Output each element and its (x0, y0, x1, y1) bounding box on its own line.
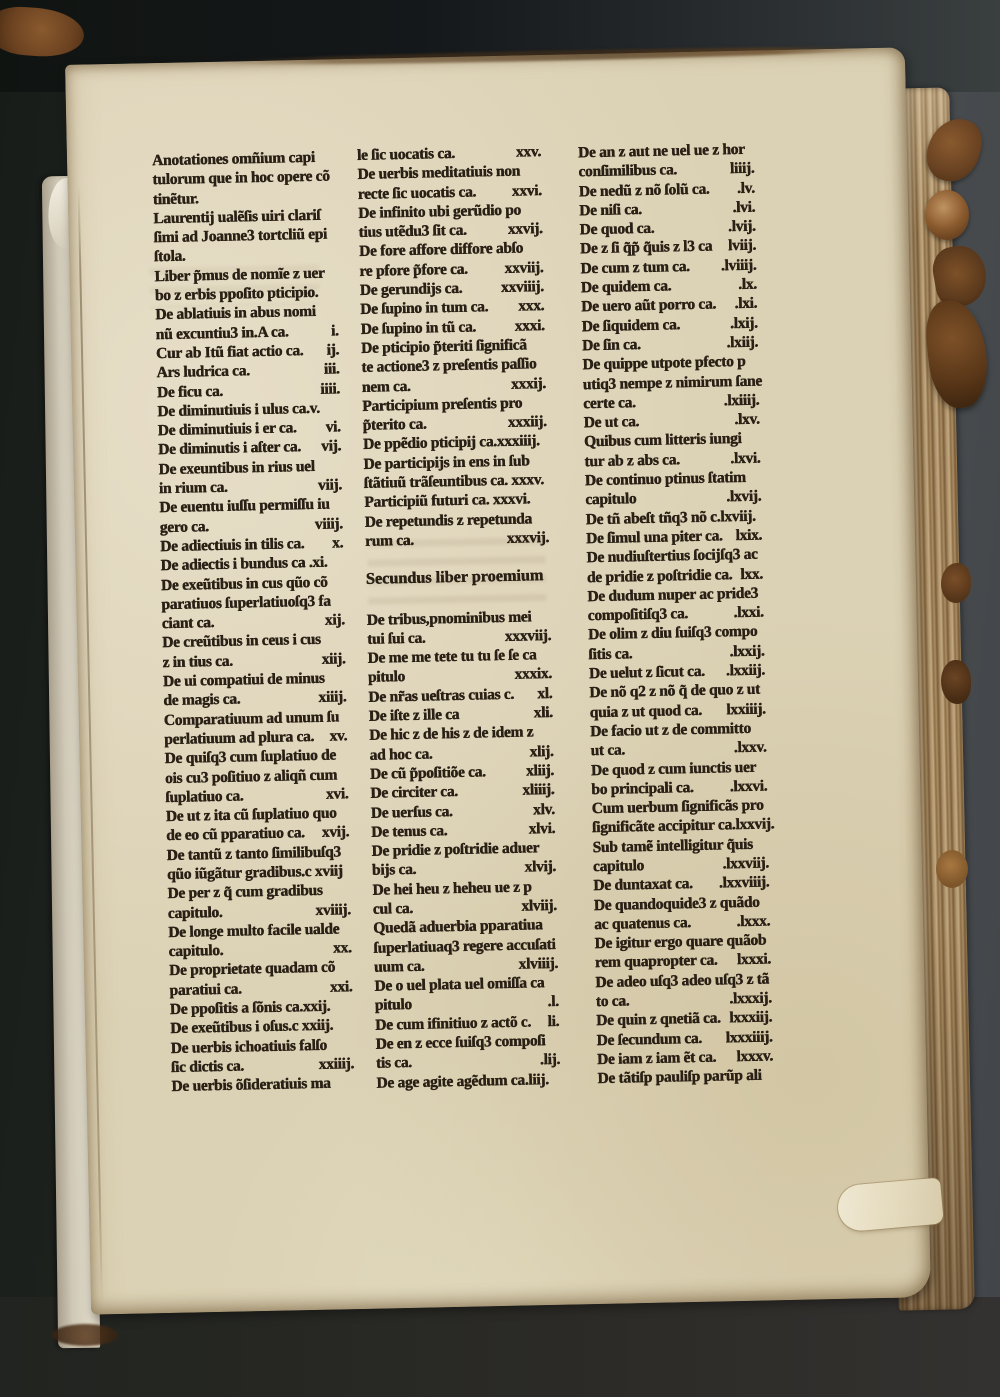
toc-line: capitulo. xx. (168, 939, 352, 961)
toc-line: qũo iũgãtur gradibus.c xviij (166, 862, 343, 883)
toc-line: Quibus cum litteris iungi (583, 430, 742, 451)
toc-line: tulorum que in hoc opere cõ (152, 167, 330, 189)
toc-line: perlatiuum ad plura ca. xv. (163, 727, 348, 748)
toc-line: Participiũ futuri ca. xxxvi. (364, 490, 531, 512)
toc-line: De ſin ca. .lxiij. (581, 333, 759, 355)
toc-line: ſtola. (153, 247, 186, 266)
toc-line: ac quatenus ca. .lxxx. (593, 912, 771, 933)
toc-line: rum ca. xxxvij. (364, 528, 550, 550)
toc-line: to ca. .lxxxij. (595, 989, 772, 1011)
toc-line: De ppẽdio pticipij ca.xxxiiij. (362, 432, 540, 454)
toc-line: bo z erbis ppoſito pticipio. (154, 283, 319, 305)
toc-line: De tantũ z tanto ſimilibuſq3 (166, 843, 341, 864)
toc-line: De ppoſitis a ſõnis ca.xxij. (169, 997, 331, 1019)
toc-line: De ui compatiui de minus (162, 669, 325, 691)
toc-line: De tenus ca. xlvi. (370, 819, 556, 841)
toc-line: Cur ab Itũ fiat actio ca. ij. (155, 341, 340, 363)
toc-line: ſuperlatiuaq3 regere accuſati (373, 935, 556, 957)
toc-line: rem quapropter ca. lxxxi. (594, 950, 772, 972)
toc-line: De pridie z poſtridie aduer (371, 839, 540, 860)
rust-stain (941, 563, 971, 603)
toc-line: re pfore p̃fore ca. xxviij. (359, 258, 544, 280)
toc-line: De duntaxat ca. .lxxviiij. (593, 873, 770, 895)
toc-line: de magis ca. xiiij. (163, 688, 347, 710)
toc-line: De infinito ubi gerũdio po (357, 201, 522, 222)
toc-line: De iam z iam ẽt ca. lxxxv. (596, 1047, 774, 1068)
toc-line: De exeũtibus i oſus.c xxiij. (170, 1016, 334, 1038)
toc-line: bo principali ca. .lxxvi. (591, 777, 768, 798)
toc-line: De fore affore diffore abſo (358, 239, 524, 261)
repair-tab (836, 1178, 944, 1233)
toc-line: ciant ca. xij. (161, 611, 345, 633)
toc-line: De o uel plata uel omiſſa ca (374, 974, 545, 995)
toc-line: Cum uerbum ſignificãs pro (591, 796, 764, 818)
toc-line: Laurentij ualẽſis uiri clariſ (153, 206, 321, 228)
toc-line: uum ca. xlviiij. (373, 954, 559, 976)
toc-line: p̃terito ca. xxxiij. (362, 413, 547, 434)
toc-line: De me me tete tu tu ſe ſe ca (367, 646, 537, 667)
rust-stain-bottom-left (52, 1324, 118, 1346)
toc-line: Anotationes omñium capi (151, 148, 315, 170)
toc-line: De ſecundum ca. lxxxiiij. (596, 1027, 773, 1049)
toc-line: De iſte z ille ca xli. (368, 703, 553, 725)
toc-line: quia z ut quod ca. lxxiiij. (589, 700, 766, 721)
toc-line: cul ca. xlviij. (372, 896, 557, 918)
toc-line: Sub tamẽ intelligitur q̃uis (592, 835, 753, 856)
toc-line: De diminutiuis i ulus ca.v. (157, 399, 320, 420)
toc-line: De nõ q2 z nõ q̃ de quo z ut (589, 680, 761, 702)
toc-line: De ficu ca. iiii. (156, 379, 341, 401)
toc-line: tui ſui ca. xxxviij. (366, 626, 552, 648)
toc-line: De tñ abeſt tñq3 nõ c.lxviij. (585, 507, 756, 528)
toc-line: De igitur ergo quare quãob (594, 931, 767, 953)
toc-line: De dudum nuper ac pride3 (587, 584, 759, 605)
toc-line: capitulo .lxxviij. (592, 854, 770, 876)
toc-line: nem ca. xxxij. (361, 374, 546, 396)
toc-line: tis ca. .lij. (375, 1051, 561, 1072)
toc-line: De quod ca. .lvij. (579, 217, 756, 239)
toc-line: De nr̃as ueſtras cuias c. xl. (368, 684, 553, 706)
toc-line: Quedã aduerbia pparatiua (372, 916, 543, 937)
toc-line: recte ſic uocatis ca. xxvi. (357, 181, 542, 203)
toc-line: ſignificãte accipitur ca.lxxvij. (591, 815, 775, 837)
toc-line: bijs ca. xlvij. (371, 858, 557, 880)
toc-line: De cum ifinitiuo z actõ c. li. (374, 1012, 560, 1034)
toc-line: De facio ut z de committo (589, 719, 752, 740)
toc-line: tius utẽdu3 ſit ca. xxvij. (358, 220, 543, 242)
toc-line: conſimilibus ca. liiij. (578, 159, 755, 181)
toc-line: z in tius ca. xiij. (162, 649, 346, 671)
toc-line: De exeuntibus in rius uel (158, 457, 315, 478)
toc-line: le ſic uocatis ca. xxv. (356, 142, 542, 164)
toc-line: utiq3 nempe z nimirum ſane (582, 371, 763, 393)
toc-line: De quippe utpote pfecto p (582, 353, 746, 374)
toc-line: De diminutiuis i er ca. vi. (157, 418, 341, 440)
toc-line: De quidem ca. .lx. (580, 275, 757, 297)
toc-line: De adeo uſq3 adeo uſq3 z tã (595, 970, 770, 991)
toc-line: De pticipio p̃teriti ſignificã (360, 336, 527, 357)
toc-line: de pridie z poſtridie ca. lxx. (586, 564, 763, 586)
toc-line: De nedũ z nõ ſolũ ca. .lv. (578, 179, 755, 200)
toc-line: De age agite agẽdum ca.liij. (376, 1070, 549, 1092)
toc-line: De participijs in ens in ſub (363, 452, 530, 473)
toc-line: De ablatiuis in abus nomi (155, 303, 316, 324)
toc-line: tinẽtur. (152, 189, 199, 208)
toc-line: ſuplatiuo ca. xvi. (165, 784, 349, 806)
rust-stain (941, 660, 971, 704)
book-page (65, 47, 931, 1314)
toc-line: De quandoquide3 z quãdo (593, 893, 760, 914)
toc-line: De ut ca. .lxv. (583, 410, 760, 432)
toc-line: paratiui ca. xxi. (169, 977, 353, 999)
toc-line: capitulo .lxvij. (585, 487, 762, 509)
toc-line: De uero aũt porro ca. .lxi. (581, 294, 758, 316)
rust-clasp-remnant (925, 190, 969, 240)
toc-line: De tãtiſp pauliſp parũp ali (597, 1066, 762, 1088)
toc-line: capitulo. xviiij. (167, 900, 351, 922)
toc-line: De adiectiuis in tilis ca. x. (159, 534, 344, 555)
toc-column-2 (357, 142, 561, 1093)
toc-line: ſic dictis ca. xxiiij. (170, 1055, 355, 1076)
toc-line: paratiuos ſuperlatiuoſq3 fa (161, 592, 331, 613)
toc-line: De quin z qnetiã ca. lxxxiij. (595, 1008, 773, 1030)
toc-line: De z ſi q̃p̃ q̃uis z l3 ca lviij. (579, 236, 757, 258)
toc-line: De an z aut ne uel ue z hor (577, 140, 745, 162)
toc-line: nũ excuntiu3 in.A ca. i. (155, 321, 339, 343)
section-heading: Secundus liber proemium (365, 566, 544, 588)
toc-line: ſitis ca. .lxxij. (588, 642, 765, 663)
toc-line: ut ca. .lxxv. (590, 738, 767, 760)
toc-line: ſtãtiuũ trãſeuntibus ca. xxxv. (363, 471, 545, 492)
toc-line: De tribus,pnominibus mei (366, 607, 532, 629)
toc-column-3 (578, 140, 774, 1089)
toc-line: pitulo .l. (374, 993, 559, 1015)
toc-line: De ſimul una piter ca. lxix. (585, 526, 763, 548)
toc-line: Comparatiuum ad unum ſu (163, 707, 340, 729)
toc-line: De uelut z ſicut ca. .lxxiij. (588, 661, 766, 683)
toc-line: compoſitiſq3 ca. .lxxi. (587, 603, 764, 625)
toc-line: De uerſus ca. xlv. (370, 800, 555, 822)
toc-line: De niſi ca. .lvi. (578, 198, 756, 220)
toc-line: De creũtibus in ceus i cus (161, 631, 321, 652)
toc-line: De ſiquidem ca. .lxij. (581, 314, 758, 335)
toc-line: gero ca. viiij. (159, 514, 343, 536)
toc-line: De continuo ptinus ſtatim (584, 468, 746, 490)
toc-line: De diminutis i aſter ca. vij. (157, 437, 342, 459)
toc-line: De adiectis i bundus ca .xi. (160, 553, 328, 575)
toc-line: De quiſq3 cum ſuplatiuo de (164, 746, 337, 768)
toc-line: De ſupino in tum ca. xxx. (360, 297, 545, 319)
toc-line: certe ca. .lxiiij. (583, 391, 760, 413)
toc-line: De en z ecce ſuiſq3 compoſi (375, 1032, 546, 1053)
toc-column-1 (152, 147, 355, 1096)
toc-line: te actione3 z preſentis paſſio (361, 355, 537, 377)
toc-line: ad hoc ca. xlij. (369, 742, 554, 764)
toc-line: pitulo xxxix. (367, 665, 553, 687)
toc-line: De uerbis ichoatiuis falſo (170, 1036, 328, 1057)
rust-stain (936, 850, 968, 888)
toc-line: ſimi ad Joanne3 tortcliũ epi (153, 225, 328, 247)
toc-line: De cum z tum ca. .lviiij. (580, 256, 757, 277)
toc-line: ois cu3 poſitiuo z aliqñ cum (164, 765, 338, 787)
toc-line: De exeũtibus in cus qũo cõ (160, 573, 328, 594)
toc-line: De euentu iuſſu permiſſu iu (159, 495, 330, 517)
toc-line: Liber p̃mus de nomĩe z uer (154, 264, 325, 285)
toc-line: De repetundis z repetunda (364, 509, 532, 531)
toc-line: De nudiuſtertius ſocijſq3 ac (586, 545, 758, 567)
toc-line: De hei heu z heheu ue z p (372, 878, 532, 899)
toc-line: De circiter ca. xliiij. (370, 781, 555, 802)
toc-line: Participium preſentis pro (362, 394, 523, 415)
toc-line: De proprietate quadam cõ (168, 958, 336, 980)
toc-line: De uerbis õſideratiuis ma (171, 1074, 331, 1096)
toc-line: De longe multo facile ualde (168, 920, 340, 941)
toc-line: Ars ludrica ca. iii. (156, 360, 340, 382)
toc-line: De uerbis meditatiuis non (357, 162, 521, 184)
toc-line: De gerundijs ca. xxviiij. (359, 278, 544, 299)
toc-line: in rium ca. viij. (158, 476, 343, 498)
toc-line: De hic z de his z de idem z (368, 723, 534, 745)
toc-line: De ut z ita cũ ſuplatiuo quo (165, 804, 337, 826)
toc-line: tur ab z abs ca. .lxvi. (584, 449, 761, 470)
toc-line: De quod z cum iunctis uer (590, 758, 757, 779)
toc-line: De ſupino in tũ ca. xxxi. (360, 316, 545, 338)
toc-line: de eo cũ pparatiuo ca. xvij. (165, 823, 350, 845)
toc-line: De per z q̃ cum gradibus (167, 882, 323, 903)
toc-line: De cũ p̃poſitiõe ca. xliij. (369, 761, 555, 783)
toc-line: De olim z diu ſuiſq3 compo (587, 622, 758, 644)
